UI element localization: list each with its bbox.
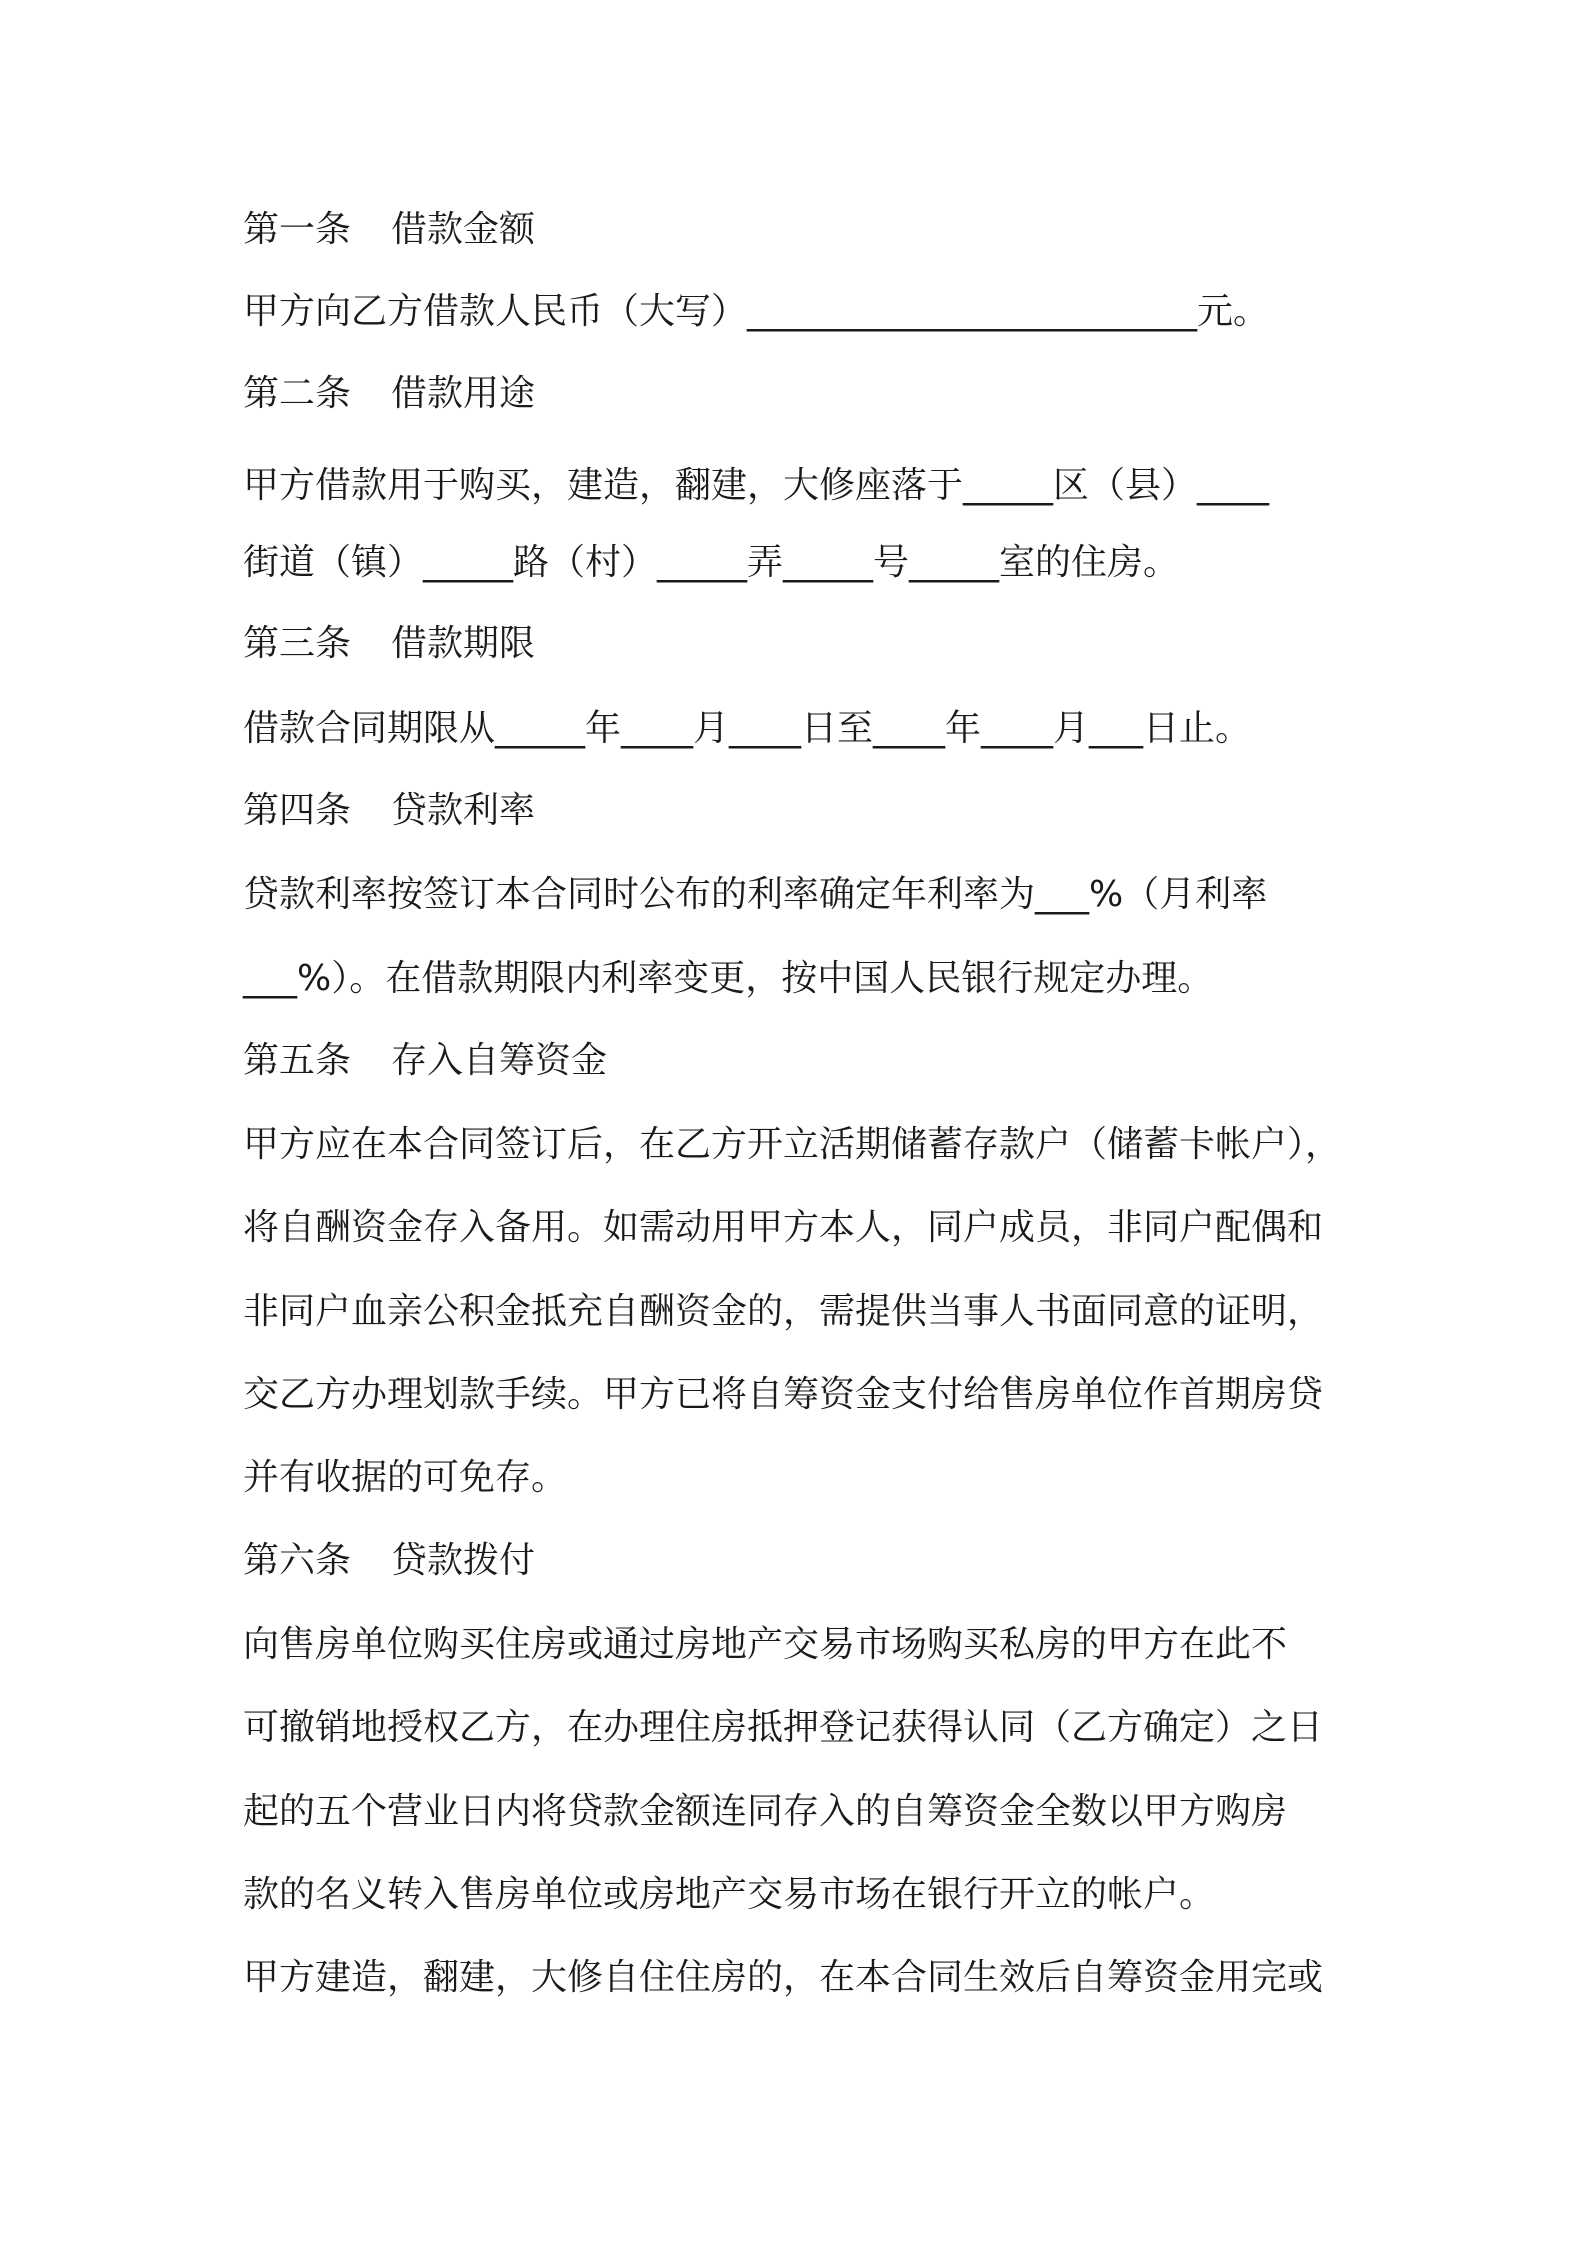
paragraph-line: 借款合同期限从_____年____月____日至____年____月___日止。 (243, 708, 1252, 749)
paragraph-line: 向售房单位购买住房或通过房地产交易市场购买私房的甲方在此不 (243, 1624, 1288, 1665)
paragraph-line: 起的五个营业日内将贷款金额连同存入的自筹资金全数以甲方购房 (243, 1791, 1288, 1832)
article-number: 第一条 (243, 209, 352, 250)
paragraph-line: 将自酬资金存入备用。如需动用甲方本人，同户成员，非同户配偶和 (243, 1207, 1324, 1248)
article-number: 第三条 (243, 623, 352, 664)
paragraph-line: 甲方借款用于购买，建造，翻建，大修座落于_____区（县）____ (243, 465, 1270, 506)
article-title: 借款金额 (391, 209, 536, 250)
article-3-heading (243, 622, 535, 666)
paragraph-line: 非同户血亲公积金抵充自酬资金的，需提供当事人书面同意的证明， (243, 1291, 1324, 1332)
article-title: 借款用途 (391, 373, 536, 414)
article-title: 存入自筹资金 (391, 1040, 608, 1081)
paragraph-line: ___%）。在借款期限内利率变更，按中国人民银行规定办理。 (243, 958, 1214, 999)
paragraph-line: 甲方建造，翻建，大修自住住房的，在本合同生效后自筹资金用完或 (243, 1957, 1324, 1998)
article-4-heading (243, 789, 535, 833)
article-title: 贷款拨付 (391, 1540, 536, 1581)
paragraph-line: 甲方向乙方借款人民币（大写）_________________________元。 (243, 291, 1270, 332)
article-title: 借款期限 (391, 623, 536, 664)
article-number: 第六条 (243, 1540, 352, 1581)
paragraph-line: 并有收据的可免存。 (243, 1457, 568, 1498)
paragraph-line: 可撤销地授权乙方，在办理住房抵押登记获得认同（乙方确定）之日 (243, 1707, 1324, 1748)
paragraph-line: 贷款利率按签订本合同时公布的利率确定年利率为___%（月利率 (243, 874, 1268, 915)
article-number: 第二条 (243, 373, 352, 414)
article-2-heading (243, 372, 535, 416)
paragraph-line: 交乙方办理划款手续。甲方已将自筹资金支付给售房单位作首期房贷 (243, 1374, 1324, 1415)
paragraph-line: 款的名义转入售房单位或房地产交易市场在银行开立的帐户。 (243, 1874, 1216, 1915)
article-5-heading (243, 1039, 607, 1083)
article-title: 贷款利率 (391, 790, 536, 831)
paragraph-line: 街道（镇）_____路（村）_____弄_____号_____室的住房。 (243, 542, 1180, 583)
article-number: 第五条 (243, 1040, 352, 1081)
article-number: 第四条 (243, 790, 352, 831)
article-1-heading (243, 208, 535, 252)
paragraph-line: 甲方应在本合同签订后，在乙方开立活期储蓄存款户（储蓄卡帐户）， (243, 1124, 1342, 1165)
article-6-heading (243, 1539, 535, 1583)
